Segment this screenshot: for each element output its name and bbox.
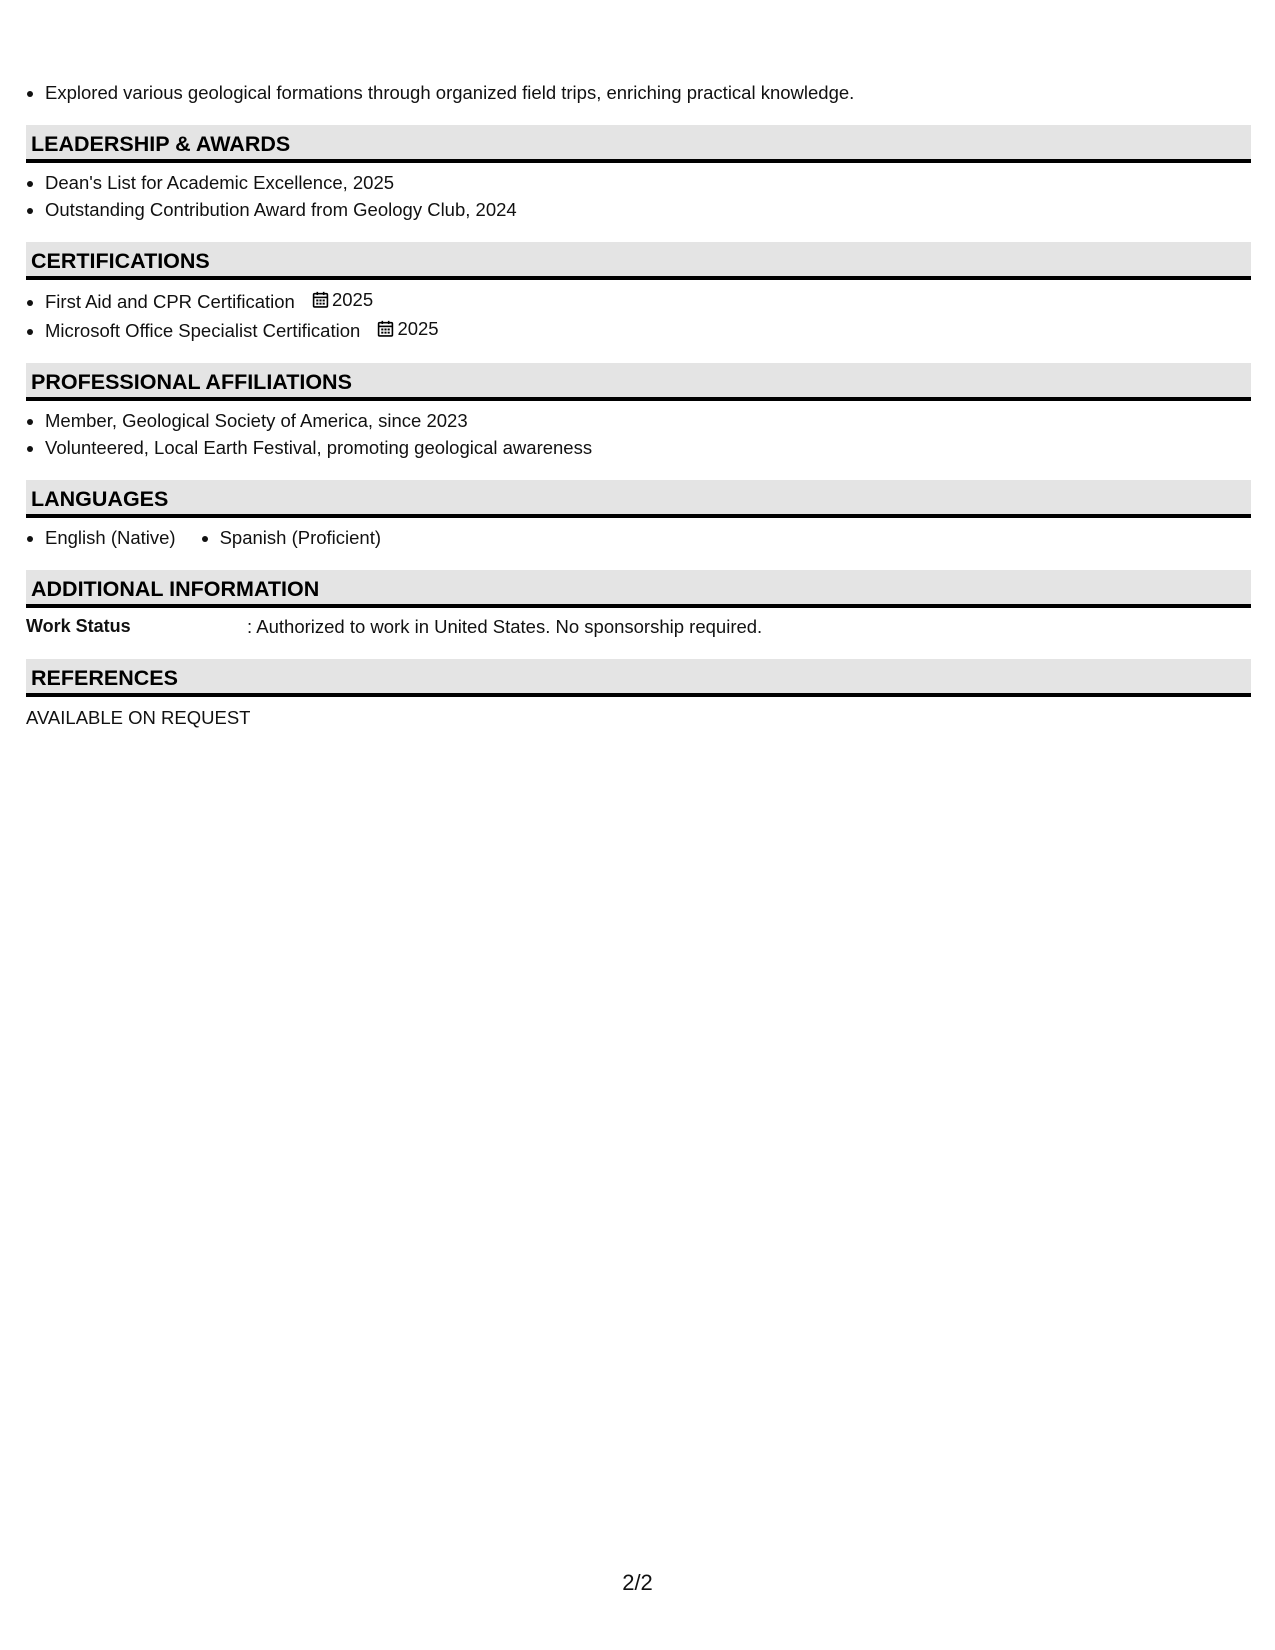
leadership-list [26,169,1251,223]
section-header [26,242,1251,280]
certification-year: 2025 [331,289,374,310]
affiliations-section [26,363,1251,461]
resume-page [26,0,1251,731]
certification-year: 2025 [397,318,439,339]
list-item: • Member, Geological Society of America, since 2023 [45,407,1251,434]
additional-info-section [26,570,1251,640]
section-title: CERTIFICATIONS [31,249,210,273]
section-title: LEADERSHIP & AWARDS [31,132,291,156]
carryover-list [26,79,1251,106]
section-title: LANGUAGES [31,487,169,511]
calendar-icon [377,320,394,337]
languages-list [26,524,1251,551]
certifications-section [26,242,1251,344]
page-number: 2/2 [622,1570,653,1595]
section-header [26,659,1251,697]
references-section [26,659,1251,731]
section-header [26,363,1251,401]
certification-name: First Aid and CPR Certification [45,291,295,312]
info-value: : Authorized to work in United States. No sponsorship required. [247,616,763,637]
section-title: PROFESSIONAL AFFILIATIONS [31,370,352,394]
language-item: • English (Native) [45,524,176,551]
list-item: • Explored various geological formations through organized field trips, enriching practical knowledge. [45,79,1251,106]
certification-name: Microsoft Office Specialist Certification [45,320,361,341]
info-row [26,613,1251,640]
certification-date [312,286,373,313]
section-header [26,480,1251,518]
references-text: AVAILABLE ON REQUEST [26,707,251,728]
section-title: REFERENCES [31,666,178,690]
list-item: • Outstanding Contribution Award from Geology Club, 2024 [45,196,1251,223]
leadership-section [26,125,1251,223]
calendar-icon [312,291,329,308]
language-item: • Spanish (Proficient) [220,524,381,551]
certification-date [377,315,438,342]
section-header [26,570,1251,608]
certifications-list [26,286,1251,344]
section-header [26,125,1251,163]
section-title: ADDITIONAL INFORMATION [31,577,320,601]
certification-item [45,286,1251,315]
affiliations-list [26,407,1251,461]
list-item: • Volunteered, Local Earth Festival, promoting geological awareness [45,434,1251,461]
list-item: • Dean's List for Academic Excellence, 2025 [45,169,1251,196]
certification-item [45,315,1251,344]
languages-section [26,480,1251,551]
info-label: Work Status [26,616,131,636]
